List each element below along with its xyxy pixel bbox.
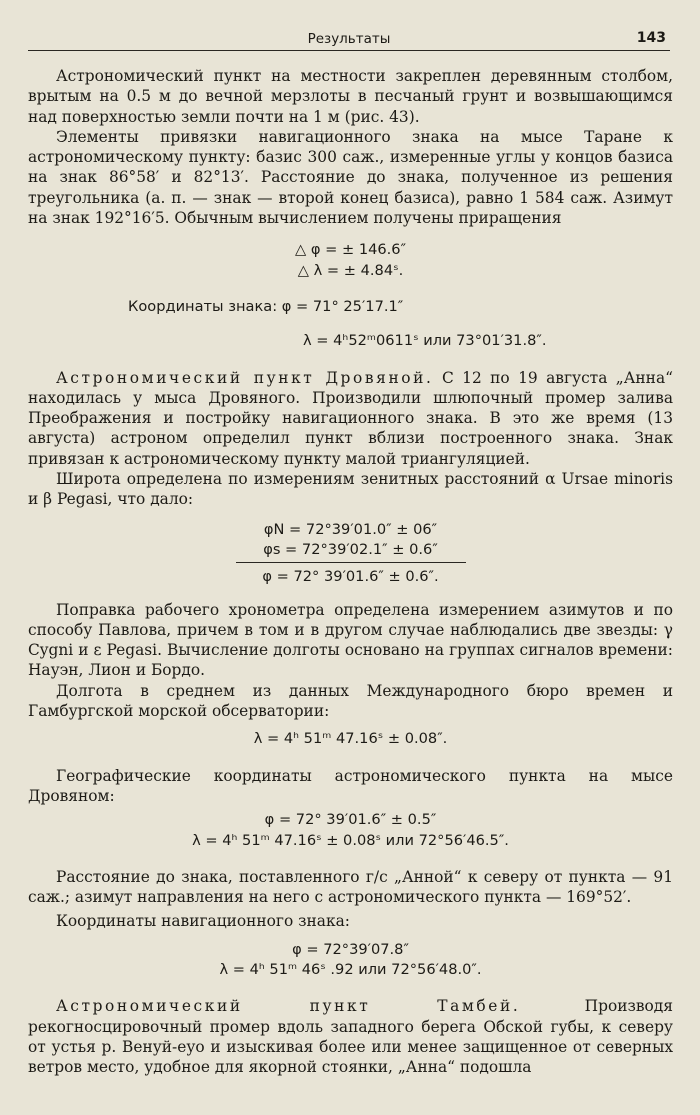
paragraph-longitude: Долгота в среднем из данных Международного бюро времен и Гамбургской морской обсерватории: xyxy=(28,681,673,721)
paragraph-distance: Расстояние до знака, поставленного г/с „Анной“ к северу от пункта — 91 саж.; азимут направления на него с астрономического пункта — 169°52′. xyxy=(28,867,673,907)
formula-delta-lambda: △ λ = ± 4.84ˢ. xyxy=(297,261,404,279)
formula-phi-mean: φ = 72° 39′01.6″ ± 0.6″. xyxy=(262,568,439,586)
page-number: 143 xyxy=(636,30,666,46)
paragraph-tambey-text: Производя рекогносцировочный промер вдоль западного берега Обской губы, к северу от устья р. Венуй-еуо и изыскивая более или менее защищенное от северных ветров место, удобное для якорной стоянки, „Анна“ подошла xyxy=(28,997,673,1077)
formula-geo-phi: φ = 72° 39′01.6″ ± 0.5″ xyxy=(264,811,437,829)
formula-nav-phi: φ = 72°39′07.8″ xyxy=(292,940,409,958)
formula-nav-lambda: λ = 4ʰ 51ᵐ 46ˢ .92 или 72°56′48.0″. xyxy=(219,960,482,978)
formula-phi-north: φN = 72°39′01.0″ ± 06″ xyxy=(263,520,438,538)
paragraph-post: Астрономический пункт на местности закреплен деревянным столбом, врытым на 0.5 м до вечной мерзлоты в песчаный грунт и возвышающимся над поверхностью земли почти на 1 м (рис. 43). xyxy=(28,67,673,126)
page-body xyxy=(28,66,673,1077)
paragraph-geo-coordinates: Географические координаты астрономического пункта на мысе Дровяном: xyxy=(28,766,673,805)
section-title-tambey: Астрономический пункт Тамбей. xyxy=(56,997,521,1016)
formula-delta-phi: △ φ = ± 146.6″ xyxy=(294,241,407,259)
paragraph-nav-sign: Координаты навигационного знака: xyxy=(56,912,350,931)
section-title-drovyanoy: Астрономический пункт Дровяной. xyxy=(56,368,434,387)
formula-sign-latitude: Координаты знака: φ = 71° 25′17.1″ xyxy=(128,297,404,315)
paragraph-drovyanoy xyxy=(28,368,673,469)
formula-divider xyxy=(236,562,466,563)
paragraph-chronometer: Поправка рабочего хронометра определена измерением азимутов и по способу Павлова, причем в том и в другом случае наблюдались две звезды: γ Cygni и ε Pegasi. Вычисление долготы основано на группах сигналов времени: Науэн, Лион и Бордо. xyxy=(28,600,673,680)
formula-phi-south: φs = 72°39′02.1″ ± 0.6″ xyxy=(263,540,438,558)
paragraph-drovyanoy-text: С 12 по 19 августа „Анна“ находилась у мыса Дровяного. Производили шлюпочный промер залива Преображения и постройку навигационного знака. В это же время (13 августа) астроном определил пункт вблизи построенного знака. Знак привязан к астрономическому пункту малой триангуляцией. xyxy=(28,368,673,468)
header-title: Результаты xyxy=(307,31,391,47)
paragraph-tambey xyxy=(28,996,673,1077)
paragraph-tie-elements: Элементы привязки навигационного знака на мысе Таране к астрономическому пункту: базис 300 саж., измеренные углы у концов базиса на знак 86°58′ и 82°13′. Расстояние до знака, полученное из решения треугольника (а. п. — знак — второй конец базиса), равно 1 584 саж. Азимут на знак 192°16′5. Обычным вычислением получены приращения xyxy=(28,127,673,228)
formula-geo-lambda: λ = 4ʰ 51ᵐ 47.16ˢ ± 0.08ˢ или 72°56′46.5″. xyxy=(192,831,509,849)
formula-longitude: λ = 4ʰ 51ᵐ 47.16ˢ ± 0.08″. xyxy=(253,730,448,748)
paragraph-latitude: Широта определена по измерениям зенитных расстояний α Ursae minoris и β Pegasi, что дало: xyxy=(28,470,673,509)
running-header xyxy=(28,28,670,51)
formula-sign-longitude: λ = 4ʰ52ᵐ0611ˢ или 73°01′31.8″. xyxy=(303,332,547,350)
